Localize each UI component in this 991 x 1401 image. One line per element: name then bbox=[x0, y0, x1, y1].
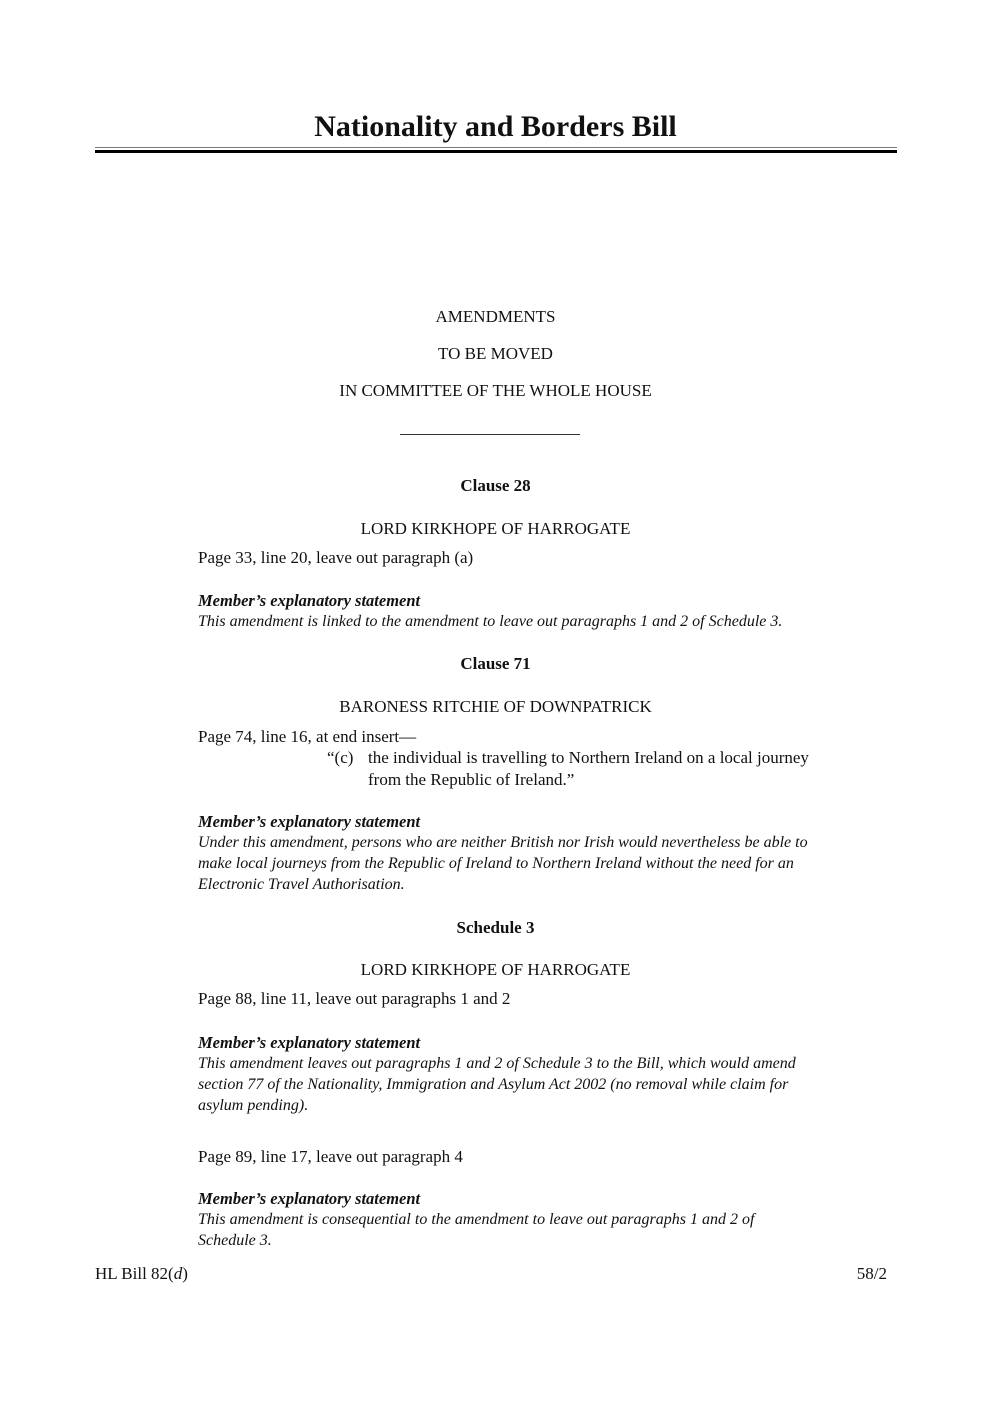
document-title: Nationality and Borders Bill bbox=[314, 110, 677, 143]
statement-line: make local journeys from the Republic of Ireland to Northern Ireland without the need for an bbox=[198, 855, 794, 872]
divider bbox=[400, 434, 580, 435]
bill-prefix: HL Bill 82( bbox=[95, 1264, 174, 1283]
insert-line: from the Republic of Ireland.” bbox=[368, 770, 575, 789]
clause-heading: Schedule 3 bbox=[456, 918, 535, 937]
heading-line: IN COMMITTEE OF THE WHOLE HOUSE bbox=[339, 381, 652, 400]
title-rule-thick bbox=[95, 150, 897, 153]
statement-line: This amendment is linked to the amendment to leave out paragraphs 1 and 2 of Schedule 3. bbox=[198, 613, 783, 630]
statement-line: Electronic Travel Authorisation. bbox=[198, 876, 405, 893]
amendment-text: Page 74, line 16, at end insert— bbox=[198, 727, 417, 746]
member-name: LORD KIRKHOPE OF HARROGATE bbox=[360, 519, 631, 538]
amendment-text: Page 89, line 17, leave out paragraph 4 bbox=[198, 1147, 463, 1166]
insert-label: “(c) bbox=[327, 748, 354, 767]
member-name: BARONESS RITCHIE OF DOWNPATRICK bbox=[339, 697, 652, 716]
bill-suffix: ) bbox=[182, 1264, 188, 1283]
bill-number bbox=[95, 1264, 188, 1284]
statement-line: This amendment leaves out paragraphs 1 and 2 of Schedule 3 to the Bill, which would amend bbox=[198, 1055, 796, 1072]
page-number: 58/2 bbox=[856, 1264, 887, 1283]
statement-line: Schedule 3. bbox=[198, 1232, 272, 1249]
statement-line: asylum pending). bbox=[198, 1097, 309, 1114]
statement-line: Under this amendment, persons who are neither British nor Irish would nevertheless be able to bbox=[198, 834, 808, 851]
title-rule-thin bbox=[95, 147, 897, 148]
statement-heading: Member’s explanatory statement bbox=[198, 591, 421, 610]
heading-line: AMENDMENTS bbox=[435, 307, 556, 326]
bill-letter: d bbox=[173, 1264, 183, 1283]
statement-heading: Member’s explanatory statement bbox=[198, 1189, 421, 1208]
statement-heading: Member’s explanatory statement bbox=[198, 812, 421, 831]
amendment-text: Page 88, line 11, leave out paragraphs 1 and 2 bbox=[198, 989, 511, 1008]
clause-heading: Clause 28 bbox=[460, 476, 531, 495]
clause-heading: Clause 71 bbox=[460, 654, 531, 673]
amendment-text: Page 33, line 20, leave out paragraph (a) bbox=[198, 548, 474, 567]
member-name: LORD KIRKHOPE OF HARROGATE bbox=[360, 960, 631, 979]
statement-heading: Member’s explanatory statement bbox=[198, 1033, 421, 1052]
statement-line: section 77 of the Nationality, Immigration and Asylum Act 2002 (no removal while claim for bbox=[198, 1076, 789, 1093]
statement-line: This amendment is consequential to the amendment to leave out paragraphs 1 and 2 of bbox=[198, 1211, 755, 1228]
heading-line: TO BE MOVED bbox=[438, 344, 553, 363]
insert-line: the individual is travelling to Northern Ireland on a local journey bbox=[368, 748, 809, 767]
